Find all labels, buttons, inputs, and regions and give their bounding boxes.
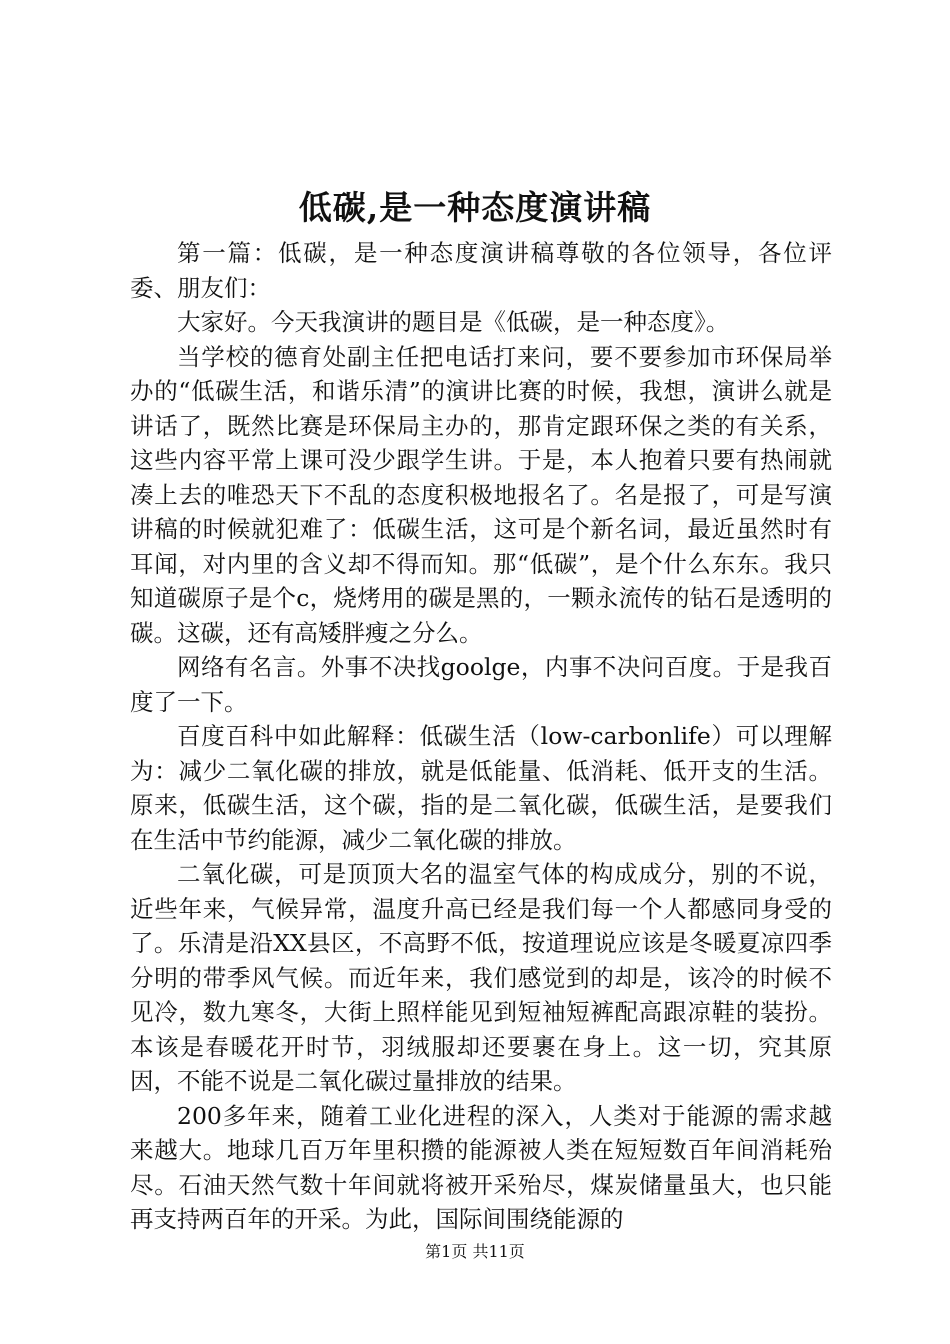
paragraph: 大家好。今天我演讲的题目是《低碳，是一种态度》。: [177, 308, 730, 336]
paragraph: 第一篇：低碳，是一种态度演讲稿尊敬的各位领导，各位评委、朋友们：: [130, 239, 832, 302]
paragraph: 二氧化碳，可是顶顶大名的温室气体的构成成分，别的不说，近些年来，气候异常，温度升高已经是我们每一个人都感同身受的了。乐清是沿XX县区，不高野不低，按道理说应该是冬暖夏凉四季分明的带季风气候。而近年来，我们感觉到的却是，该冷的时候不见冷，数九寒冬，大街上照样能见到短袖短裤配高跟凉鞋的装扮。本该是春暖花开时节，羽绒服却还要裹在身上。这一切，究其原因，不能不说是二氧化碳过量排放的结果。: [130, 860, 832, 1095]
paragraph: 当学校的德育处副主任把电话打来问，要不要参加市环保局举办的“低碳生活，和谐乐清”的演讲比赛的时候，我想，演讲么就是讲话了，既然比赛是环保局主办的，那肯定跟环保之类的有关系，这些内容平常上课可没少跟学生讲。于是，本人抱着只要有热闹就凑上去的唯恐天下不乱的态度积极地报名了。名是报了，可是写演讲稿的时候就犯难了：低碳生活，这可是个新名词，最近虽然时有耳闻，对内里的含义却不得而知。那“低碳”，是个什么东东。我只知道碳原子是个c，烧烤用的碳是黑的，一颗永流传的钻石是透明的碳。这碳，还有高矮胖瘦之分么。: [130, 342, 832, 647]
paragraph: 百度百科中如此解释：低碳生活（low-carbonlife）可以理解为：减少二氧化碳的排放，就是低能量、低消耗、低开支的生活。原来，低碳生活，这个碳，指的是二氧化碳，低碳生活，是要我们在生活中节约能源，减少二氧化碳的排放。: [130, 722, 832, 854]
page-footer: 第1页 共11页: [425, 1242, 525, 1261]
paragraph: 200多年来，随着工业化进程的深入，人类对于能源的需求越来越大。地球几百万年里积攒的能源被人类在短短数百年间消耗殆尽。石油天然气数十年间就将被开采殆尽，煤炭储量虽大，也只能再支持两百年的开采。为此，国际间围绕能源的: [130, 1101, 832, 1233]
document-body: [130, 236, 832, 1237]
document-title: 低碳,是一种态度演讲稿: [298, 188, 652, 227]
paragraph: 网络有名言。外事不决找goolge，内事不决问百度。于是我百度了一下。: [130, 653, 832, 716]
